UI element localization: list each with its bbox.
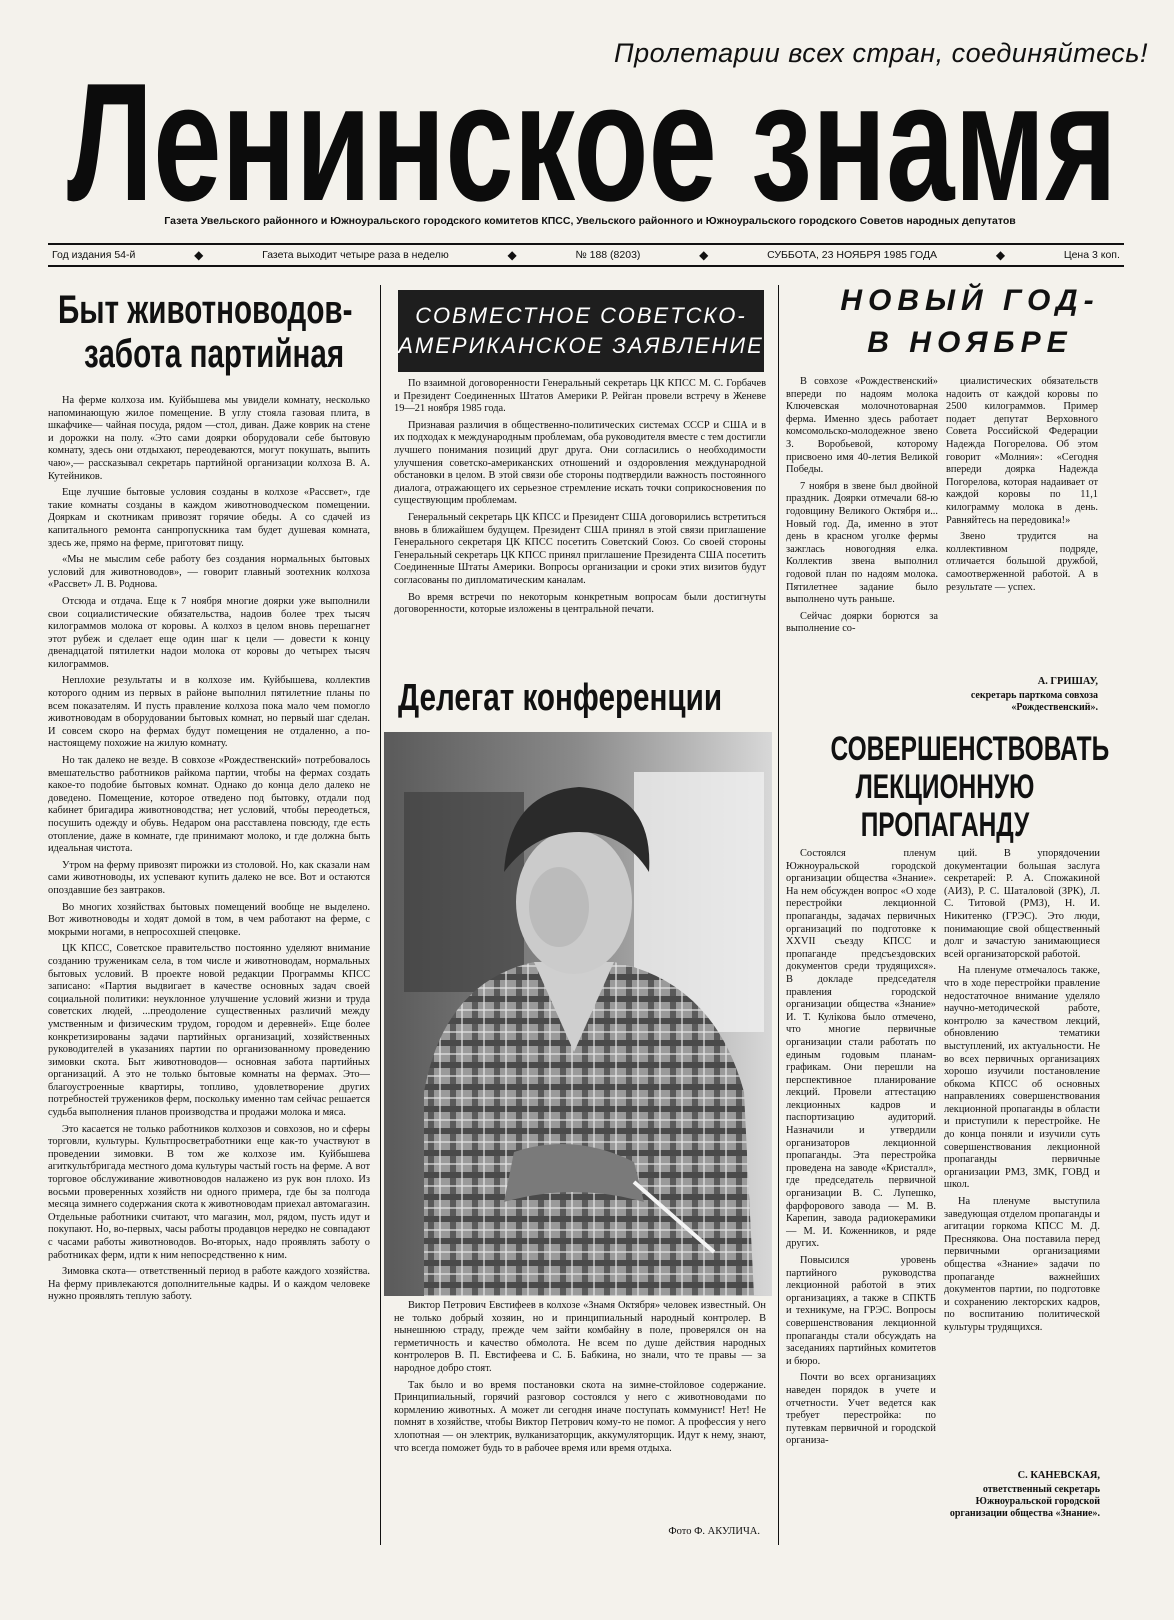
diamond-icon: ◆ — [194, 248, 204, 262]
article3-paragraph: 7 ноября в звене был двойной праздник. Доярки отмечали 68-ю годовщину Великого Октября и... Новый год. Да, именно в этот день в красном уголке фермы зажглась новогодняя елка. Коллектив звена выполнил годовой план по надоям молока. Пятилетнее задание было выполнено чуть раньше. — [786, 480, 938, 606]
article5-headline-line2: ЛЕКЦИОННУЮ — [855, 768, 1035, 806]
masthead-title-graphic — [62, 62, 1122, 212]
article1-body — [48, 395, 370, 1545]
issue-price: Цена 3 коп. — [1063, 249, 1120, 261]
article1-paragraph: На ферме колхоза им. Куйбышева мы увидели комнату, несколько напоминающую жилое помещение. В углу стояла газовая плита, в шкафчике— чайная посуда, рядом —стол, диван. Даже коврик на стене и дорожки на полу. «Это сами доярки оборудовали себе бытовую комнату, здесь они отдыхают, переодеваются, могут покушать, выпить чаю»,— рассказывал секретарь партийной организации колхоза В. А. Кутейников. — [48, 395, 370, 482]
portrait-photo-icon — [384, 732, 772, 1296]
masthead-subtitle: Газета Увельского районного и Южноуральского городского комитетов КПСС, Увельского районного и Южноуральского городского Советов народных депутатов — [164, 215, 1016, 227]
article3-body-left — [786, 376, 938, 752]
article5-signature-role: ответственный секретарь Южноуральской городской организации общества «Знание». — [949, 1484, 1100, 1519]
article1-paragraph: ЦК КПСС, Советское правительство постоянно уделяют внимание созданию труженикам села, в том числе и животноводам, нормальных бытовых условий. В проекте новой редакции Программы КПСС записано: «Партия выдвигает в качестве основных задач своей социальной политики: неуклонное улучшение условий жизни и труда советских людей, ...преодоление существенных различий между умственным и физическим трудом, городом и деревней». Еще более конкретизированы задачи партийных организаций, хозяйственных руководителей в указаниях партии по организованному проведению зимовки скота. Быт животноводов— основная забота партийных организаций. А это не только бытовые комнаты на фермах. Это— благоустроенные квартиры, топливо, удовлетворение других потребностей тружеников ферм, поскольку именно там сейчас решается судьба выполнения планов производства и продажи молока и мяса. — [48, 943, 370, 1119]
masthead-title-text: Ленинское знамя — [67, 62, 1117, 212]
article5-paragraph: Состоялся пленум Южноуральской городской организации общества «Знание». На нем обсужден вопрос «О ходе перестройки лекционной пропаганды, задачах первичных организаций по подготовке к XXVII съезду КПСС и пропаганде предсъездовских документов среди трудящихся». В докладе председателя правления городской организации общества «Знание» И. Т. Кулікова было отмечено, что многие первичные организации стали работать по единым годовым планам-графикам. Они перешли на перспективное планирование лекций. Провели аттестацию лекционных кадров и паспортизацию аудиторий. Назначили и утвердили организаторов лекционной пропаганды. Эта перестройка проведена на заводе «Кристалл», где председатель первичной организации В. С. Лупешко, фарфорового завода — М. В. Карепин, завода радиокерамики— М. И. Коженников, и ряде других. — [786, 848, 936, 1250]
article1-paragraph: Еще лучшие бытовые условия созданы в колхозе «Рассвет», где такие комнаты созданы в каждом животноводческом помещении. Дояркам и скотникам привозят горячие обеды. А со сдачей из капитального ремонта санпропускника там будет душевая комната, здесь же, прямо на ферме, приготовят пищу. — [48, 487, 370, 549]
article1-headline-line1: Быт животноводов- — [58, 288, 353, 332]
article1-paragraph: Отсюда и отдача. Еще к 7 ноября многие доярки уже выполнили свои социалистические обязательства, надоив более трех тысяч килограммов молока от коровы. А колхоз в целом вновь перешагнет этот рубеж и сделает еще один шаг к цели — довести к концу двенадцатой пятилетки надои молока от коровы до четырех тысяч килограммов. — [48, 595, 370, 670]
article2-paragraph: По взаимной договоренности Генеральный секретарь ЦК КПСС М. С. Горбачев и Президент Соединенных Штатов Америки Р. Рейган провели встречу в Женеве 19—21 ноября 1985 года. — [394, 378, 766, 415]
article1-paragraph: Это касается не только работников колхозов и совхозов, но и сферы торговли, культуры. Культпросветработники еще как-то участвуют в проведении зимовки. В том же колхозе им. Куйбышева агиткультбригада местного дома культуры частый гость на ферме. А вот торговое обслуживание животноводов налажено из рук вон плохо. Из восьми проверенных хозяйств ни одного примера, где бы за полгода месяца зимнего содержания скота к животноводам приехал автомагазин. Отдельные работники считают, что магазин, мол, рядом, пусть идут и покупают. Но, во-первых, часы работы продавцов нередко не совпадают с часами работы животноводов. Во-вторых, надо проявлять заботу о работниках ферм, идти к ним непосредственно к ним. — [48, 1123, 370, 1261]
article3-paragraph: циалистических обязательств надоить от каждой коровы по 2500 килограммов. Пример подает депутат Верховного Совета Российской Федерации Надежда Погорелова. Об этом говорит «Молния»: «Сегодня впереди доярка Надежда Погорелова, которая надаивает от каждой коровы по 11,1 килограмму молока в день. Равняйтесь на передовика!» — [946, 376, 1098, 526]
article2-paragraph: Признавая различия в общественно-политических системах СССР и США и в их подходах к международным проблемам, оба руководителя вместе с тем достигли лучшего понимания позиций друг друга. Они согласились о необходимости улучшения советско-американских отношений и оздоровления международной обстановки в целом. В этой связи обе стороны подтвердили важность постоянного диалога, отражающего их серьезное стремление искать точки соприкосновения по существующим проблемам. — [394, 419, 766, 507]
article3-body-right — [946, 376, 1098, 662]
issue-frequency: Газета выходит четыре раза в неделю — [262, 249, 449, 261]
article3-paragraph: Сейчас доярки борются за выполнение со- — [786, 610, 938, 635]
column-divider — [778, 285, 779, 1545]
article2-paragraph: Генеральный секретарь ЦК КПСС и Президент США договорились встретиться вновь в ближайшем будущем. Президент США принял в этой связи приглашение Генерального секретаря ЦК КПСС посетить Советский Союз. Со своей стороны Генеральный секретарь ЦК КПСС принял приглашение Президента США посетить Соединенные Штаты Америки. Вопросы организации и сроки этих визитов будут согласованы по дипломатическим каналам. — [394, 511, 766, 586]
article4-caption-paragraph: Так было и во время постановки скота на зимне-стойловое содержание. Принципиальный, горячий разговор состоялся у него с животноводами по кормлению животных. А может ли сегодня иначе поступать коммунист! Нет! Не помнят в хозяйстве, чтобы Виктор Петрович кому-то не помог. А профессия у него хлопотная — он электрик, вулканизаторщик, аккумуляторщик. Идут к нему, знают, что всегда поможет будь то в рабочее время или время отдыха. — [394, 1379, 766, 1454]
article5-paragraph: ций. В упорядочении документации большая заслуга секретарей: Р. А. Спожакиной (АИЗ), Р. С. Шаталовой (ЗРК), Л. С. Титовой (РМЗ), Н. И. Никитенко (ГРЭС). Это люди, понимающие свой общественный долг и зачастую занимающиеся всей организаторской работой. — [944, 848, 1100, 960]
diamond-icon: ◆ — [699, 248, 709, 262]
issue-year: Год издания 54-й — [52, 249, 136, 261]
article1-paragraph: Но так далеко не везде. В совхозе «Рождественский» потребовалось вмешательство работников райкома партии, чтобы на фермах создать какое-то подобие бытовых комнат. Однако до конца дело далеко не доведено. Помещение, которое отведено под бытовку, отдали под кабинет бригадира животноводства; нет условий, чтобы переодеться, посушить одежду и обувь. Недаром она расставлена повсюду, где есть отопление, даже в комнате, где принимают молоко, и где должна быть идеальная чистота. — [48, 755, 370, 855]
article3-signature-role: секретарь парткома совхоза «Рождественский». — [970, 690, 1098, 713]
issue-info-bar — [48, 243, 1124, 267]
article4-headline-text: Делегат конференции — [398, 677, 723, 719]
article1-paragraph: Неплохие результаты и в колхозе им. Куйбышева, коллектив которого одним из первых в районе выполнил пятилетние планы по всем показателям. И пусть правление колхоза пока мало чем помогло животноводам в оборудовании бытовых комнат, но первый шаг сделан. И совсем скоро на фермах будут помещения не отдаленно, а по-настоящему похожие на жилую комнату. — [48, 675, 370, 750]
article2-body — [394, 378, 766, 672]
article4-caption — [394, 1300, 766, 1538]
article4-headline — [398, 676, 758, 720]
article3-signature: А. ГРИШАУ, — [1037, 676, 1098, 687]
article3-headline-line2: В НОЯБРЕ — [867, 326, 1073, 359]
issue-date: СУББОТА, 23 НОЯБРЯ 1985 ГОДА — [767, 249, 938, 261]
article2-paragraph: Во время встречи по некоторым конкретным вопросам были достигнуты договоренности, которые изложены в центральной печати. — [394, 591, 766, 616]
article1-paragraph: Утром на ферму привозят пирожки из столовой. Но, как сказали нам сами животноводы, их успевают купить далеко не все. Вот и остаются опоздавшие без завтраков. — [48, 859, 370, 896]
article3-headline-line1: НОВЫЙ ГОД- — [840, 284, 1100, 317]
article1-paragraph: Во многих хозяйствах бытовых помещений вообще не выделено. Вот животноводы и ходят домой в том, в чем работают на ферме, с мокрыми ногами, в непросохшей спецовке. — [48, 901, 370, 938]
article5-paragraph: Почти во всех организациях наведен порядок в учете и отчетности. Учет ведется как требует перестройка: по путевкам первичной и городской организа- — [786, 1372, 936, 1447]
photo-credit: Фото Ф. АКУЛИЧА. — [668, 1526, 760, 1537]
article5-signature: С. КАНЕВСКАЯ, — [1017, 1470, 1100, 1481]
article5-headline-line1: СОВЕРШЕНСТВОВАТЬ — [830, 730, 1110, 768]
article1-paragraph: «Мы не мыслим себе работу без создания нормальных бытовых условий для животноводов», — говорит главный зоотехник колхоза «Рассвет» Л. В. Роднова. — [48, 554, 370, 591]
article5-paragraph: На пленуме отмечалось также, что в ходе перестройки правление недостаточное внимание уделяло научно-методической работе, контролю за качеством лекций, обновлению тематики выступлений, их актуальности. Не во всех первичных организациях хорошо изучили постановление обкома КПСС об основных направлениях совершенствования лекционной пропаганды в области и приступили к перестройке. Не до конца поняли и изучили суть совершенствования лекционной пропаганды первичные организации РМЗ, ЗМК, ГОВД и школ. — [944, 965, 1100, 1191]
article5-paragraph: На пленуме выступила заведующая отделом пропаганды и агитации горкома КПСС М. Д. Преснякова. Она поставила перед первичными организациями общества «Знание» задачи по пропаганде важнейших документов партии, по подготовке и сохранению лекторских кадров, по воспитанию политической культуры трудящихся. — [944, 1196, 1100, 1333]
article1-headline-line2: забота партийная — [84, 332, 345, 376]
article5-body-right — [944, 848, 1100, 1468]
column-divider — [380, 285, 381, 1545]
article5-body-left — [786, 848, 936, 1538]
article5-headline-line3: ПРОПАГАНДУ — [860, 806, 1030, 844]
article2-headline-box — [398, 290, 764, 372]
article4-caption-paragraph: Виктор Петрович Евстифеев в колхозе «Знамя Октября» человек известный. Он не только добрый хозяин, но и принципиальный народный контролер. В нынешнюю страду, прежде чем зайти комбайну в поле, проверялся он на герметичность и качество обмолота. Не всем по душе действия народных контролеров В. П. Евстифеева и С. Б. Бабкина, но знали, что те правы — за народное добро стоят. — [394, 1300, 766, 1374]
masthead-slogan: Пролетарии всех стран, соединяйтесь! — [614, 38, 1148, 68]
article3-paragraph: В совхозе «Рождественский» впереди по надоям молока Ключевская молочнотоварная ферма. Именно здесь работает комсомольско-молодежное звено З. Воробьевой, которому присвоено имя 40-летия Великой Победы. — [786, 376, 938, 476]
diamond-icon: ◆ — [995, 248, 1006, 262]
article3-paragraph: Звено трудится на коллективном подряде, отличается большой дружбой, самоотверженной работой. А в результате — успех. — [946, 531, 1098, 593]
article5-headline — [786, 730, 1110, 844]
masthead-title — [62, 62, 1122, 212]
article3-headline — [800, 280, 1140, 364]
article5-paragraph: Повысился уровень партийного руководства лекционной работой в этих организациях, а также в СПКТБ и техникуме, на ГРЭС. Вопросы совершенствования лекционной пропаганды стали обсуждать на заседаниях партийных комитетов и бюро. — [786, 1255, 936, 1367]
portrait-photo-graphic — [384, 732, 772, 1296]
article1-paragraph: Зимовка скота— ответственный период в работе каждого хозяйства. На ферму привлекаются дополнительные кадры. И о каждом человеке нужно проявлять теплую заботу. — [48, 1266, 370, 1303]
article2-headline-line1: СОВМЕСТНОЕ СОВЕТСКО- — [415, 303, 747, 328]
article1-headline — [58, 288, 378, 376]
issue-number: № 188 (8203) — [575, 249, 641, 261]
diamond-icon: ◆ — [507, 248, 517, 262]
article2-headline-line2: АМЕРИКАНСКОЕ ЗАЯВЛЕНИЕ — [398, 333, 764, 358]
